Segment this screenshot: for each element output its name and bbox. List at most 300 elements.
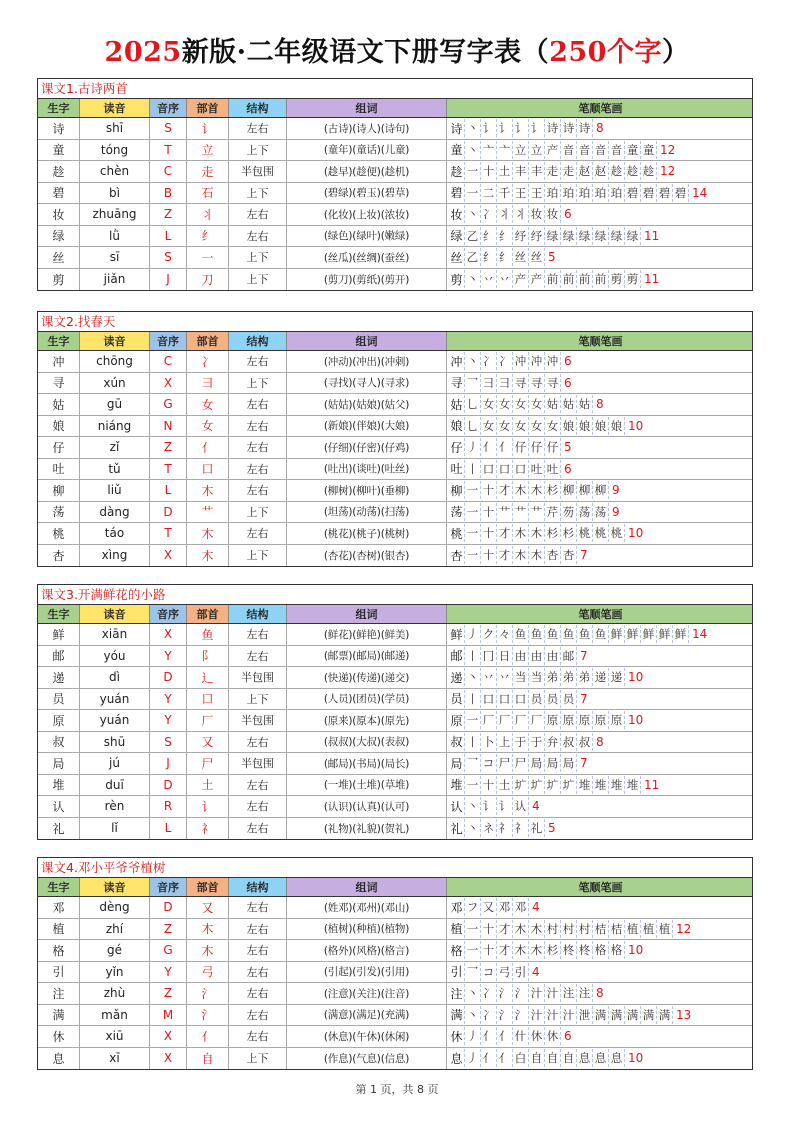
- pinyin-cell: rèn: [80, 796, 150, 817]
- stroke-step: 冲: [449, 352, 465, 370]
- radical-cell: 木: [187, 523, 229, 544]
- words-cell: (趁早)(趁便)(趁机): [287, 161, 447, 182]
- radical-cell: 木: [187, 545, 229, 567]
- stroke-step: 日: [497, 647, 513, 665]
- stroke-step: 趁: [449, 162, 465, 180]
- character-cell: 礼: [38, 818, 80, 840]
- order-cell: R: [150, 796, 187, 817]
- radical-cell: 一: [187, 247, 229, 268]
- stroke-step: コ: [481, 963, 497, 981]
- header-pinyin: 读音: [80, 99, 150, 117]
- stroke-step: 柳: [577, 481, 593, 499]
- stroke-step: 千: [497, 184, 513, 202]
- pinyin-cell: dàng: [80, 502, 150, 523]
- stroke-sequence: [449, 983, 604, 1004]
- stroke-step: 妆: [529, 205, 545, 223]
- stroke-sequence: [449, 1026, 572, 1047]
- table-row: [38, 161, 752, 183]
- pinyin-cell: sī: [80, 247, 150, 268]
- table-header: [38, 605, 752, 624]
- stroke-step: 讠: [481, 119, 497, 137]
- stroke-step: 村: [561, 920, 577, 938]
- stroke-step: 息: [593, 1049, 609, 1067]
- stroke-order-cell: [447, 753, 752, 774]
- words-cell: (植树)(种植)(植物): [287, 919, 447, 940]
- stroke-step: 当: [513, 668, 529, 686]
- words-cell: (叔叔)(大叔)(表叔): [287, 732, 447, 753]
- stroke-sequence: [449, 646, 588, 667]
- stroke-step: 前: [545, 270, 561, 288]
- stroke-step: 绿: [625, 227, 641, 245]
- stroke-count: 10: [628, 670, 644, 685]
- structure-cell: 左右: [229, 1026, 287, 1047]
- stroke-count: 4: [532, 900, 540, 915]
- table-row: [38, 732, 752, 754]
- stroke-step: 冫: [481, 205, 497, 223]
- stroke-count: 7: [580, 756, 588, 771]
- stroke-step: 彐: [497, 374, 513, 392]
- words-cell: (新娘)(伴娘)(大娘): [287, 416, 447, 437]
- stroke-step: 冂: [481, 647, 497, 665]
- stroke-step: 产: [513, 270, 529, 288]
- pinyin-cell: duī: [80, 775, 150, 796]
- order-cell: B: [150, 183, 187, 204]
- words-cell: (姑姑)(姑娘)(姑父): [287, 394, 447, 415]
- words-cell: (原来)(原本)(原先): [287, 710, 447, 731]
- header-structure: 结构: [229, 332, 287, 350]
- stroke-sequence: [449, 269, 659, 291]
- words-cell: (满意)(满足)(充满): [287, 1005, 447, 1026]
- words-cell: (杏花)(杏树)(银杏): [287, 545, 447, 567]
- pinyin-cell: lǐ: [80, 818, 150, 840]
- stroke-count: 8: [596, 397, 604, 412]
- lesson-table: [37, 311, 753, 567]
- radical-cell: 艹: [187, 502, 229, 523]
- stroke-step: 讠: [497, 797, 513, 815]
- table-row: [38, 667, 752, 689]
- radical-cell: 女: [187, 416, 229, 437]
- stroke-step: 鲜: [625, 625, 641, 643]
- words-cell: (碧绿)(碧玉)(碧草): [287, 183, 447, 204]
- stroke-count: 7: [580, 691, 588, 706]
- stroke-sequence: [449, 502, 620, 523]
- lesson-table: [37, 857, 753, 1070]
- stroke-step: 才: [497, 481, 513, 499]
- header-char: 生字: [38, 99, 80, 117]
- pinyin-cell: chèn: [80, 161, 150, 182]
- header-char: 生字: [38, 332, 80, 350]
- stroke-step: 弟: [545, 668, 561, 686]
- table-header: [38, 99, 752, 118]
- table-row: [38, 689, 752, 711]
- stroke-step: 杏: [561, 546, 577, 564]
- stroke-step: 碧: [449, 184, 465, 202]
- stroke-step: 由: [513, 647, 529, 665]
- stroke-step: 原: [545, 711, 561, 729]
- stroke-step: 村: [577, 920, 593, 938]
- header-strokes: 笔顺笔画: [447, 99, 752, 117]
- order-cell: S: [150, 247, 187, 268]
- stroke-step: 息: [577, 1049, 593, 1067]
- stroke-step: 堆: [449, 776, 465, 794]
- table-row: [38, 140, 752, 162]
- stroke-step: 礼: [449, 819, 465, 837]
- radical-cell: 土: [187, 775, 229, 796]
- stroke-step: 亻: [481, 438, 497, 456]
- stroke-sequence: [449, 962, 540, 983]
- stroke-step: 汁: [545, 984, 561, 1002]
- stroke-sequence: [449, 1048, 643, 1070]
- character-cell: 妆: [38, 204, 80, 225]
- title-middle: 新版·二年级语文下册写字表（: [181, 37, 550, 68]
- stroke-sequence: [449, 351, 572, 372]
- structure-cell: 上下: [229, 183, 287, 204]
- stroke-step: 满: [609, 1006, 625, 1024]
- stroke-step: 走: [561, 162, 577, 180]
- order-cell: Y: [150, 710, 187, 731]
- stroke-step: 丨: [465, 647, 481, 665]
- stroke-step: 珀: [545, 184, 561, 202]
- words-cell: (丝瓜)(丝绸)(蚕丝): [287, 247, 447, 268]
- character-cell: 绿: [38, 226, 80, 247]
- radical-cell: 讠: [187, 796, 229, 817]
- pinyin-cell: jú: [80, 753, 150, 774]
- stroke-step: 丝: [513, 248, 529, 266]
- radical-cell: 厂: [187, 710, 229, 731]
- header-words: 组词: [287, 605, 447, 623]
- stroke-order-cell: [447, 775, 752, 796]
- header-order: 音序: [150, 605, 187, 623]
- header-strokes: 笔顺笔画: [447, 332, 752, 350]
- character-cell: 递: [38, 667, 80, 688]
- structure-cell: 左右: [229, 940, 287, 961]
- stroke-step: 弟: [561, 668, 577, 686]
- stroke-step: 丰: [513, 162, 529, 180]
- stroke-step: フ: [465, 898, 481, 916]
- structure-cell: 半包围: [229, 753, 287, 774]
- pinyin-cell: lǜ: [80, 226, 150, 247]
- stroke-step: 寻: [449, 374, 465, 392]
- stroke-step: 口: [513, 460, 529, 478]
- stroke-step: 杏: [449, 546, 465, 564]
- structure-cell: 左右: [229, 394, 287, 415]
- stroke-count: 8: [596, 986, 604, 1001]
- radical-cell: 口: [187, 459, 229, 480]
- stroke-step: 冲: [513, 352, 529, 370]
- words-cell: (童年)(童话)(儿童): [287, 140, 447, 161]
- order-cell: D: [150, 775, 187, 796]
- stroke-step: 前: [577, 270, 593, 288]
- stroke-step: 娘: [609, 417, 625, 435]
- stroke-count: 10: [628, 526, 644, 541]
- stroke-order-cell: [447, 624, 752, 645]
- stroke-step: 厂: [497, 711, 513, 729]
- stroke-step: 满: [657, 1006, 673, 1024]
- stroke-step: 丿: [465, 625, 481, 643]
- stroke-order-cell: [447, 962, 752, 983]
- lesson-table: [37, 78, 753, 291]
- structure-cell: 左右: [229, 118, 287, 139]
- stroke-step: 木: [513, 941, 529, 959]
- header-radical: 部首: [187, 332, 229, 350]
- stroke-step: 艹: [513, 503, 529, 521]
- stroke-step: 汁: [545, 1006, 561, 1024]
- stroke-step: 白: [513, 1049, 529, 1067]
- stroke-step: 一: [465, 162, 481, 180]
- structure-cell: 左右: [229, 897, 287, 918]
- stroke-step: 赵: [593, 162, 609, 180]
- stroke-step: 休: [449, 1027, 465, 1045]
- stroke-step: 童: [641, 141, 657, 159]
- stroke-step: 鲜: [657, 625, 673, 643]
- stroke-step: 邓: [449, 898, 465, 916]
- stroke-step: 泄: [577, 1006, 593, 1024]
- radical-cell: 自: [187, 1048, 229, 1070]
- stroke-step: 鲜: [449, 625, 465, 643]
- stroke-step: 妆: [449, 205, 465, 223]
- stroke-step: 亠: [481, 141, 497, 159]
- structure-cell: 左右: [229, 1005, 287, 1026]
- structure-cell: 左右: [229, 351, 287, 372]
- structure-cell: 半包围: [229, 161, 287, 182]
- stroke-step: 荡: [449, 503, 465, 521]
- stroke-sequence: [449, 1005, 691, 1026]
- table-row: [38, 416, 752, 438]
- pinyin-cell: niáng: [80, 416, 150, 437]
- pinyin-cell: táo: [80, 523, 150, 544]
- stroke-order-cell: [447, 897, 752, 918]
- stroke-step: 丬: [513, 205, 529, 223]
- stroke-count: 7: [580, 648, 588, 663]
- stroke-step: 木: [529, 481, 545, 499]
- stroke-step: 杉: [545, 941, 561, 959]
- order-cell: S: [150, 118, 187, 139]
- stroke-step: 丶: [465, 205, 481, 223]
- pinyin-cell: xiū: [80, 1026, 150, 1047]
- stroke-step: 诗: [449, 119, 465, 137]
- stroke-count: 10: [628, 713, 644, 728]
- header-strokes: 笔顺笔画: [447, 878, 752, 896]
- order-cell: X: [150, 373, 187, 394]
- table-row: [38, 183, 752, 205]
- structure-cell: 左右: [229, 523, 287, 544]
- table-row: [38, 502, 752, 524]
- stroke-step: 十: [481, 941, 497, 959]
- stroke-step: 乛: [465, 754, 481, 772]
- stroke-order-cell: [447, 269, 752, 291]
- character-cell: 杏: [38, 545, 80, 567]
- structure-cell: 上下: [229, 269, 287, 291]
- stroke-step: 汁: [561, 1006, 577, 1024]
- pinyin-cell: xiān: [80, 624, 150, 645]
- stroke-count: 4: [532, 964, 540, 979]
- stroke-step: 十: [481, 546, 497, 564]
- character-cell: 植: [38, 919, 80, 940]
- stroke-step: 亻: [481, 1049, 497, 1067]
- character-cell: 引: [38, 962, 80, 983]
- radical-cell: 彐: [187, 373, 229, 394]
- radical-cell: 口: [187, 689, 229, 710]
- stroke-step: 绿: [561, 227, 577, 245]
- character-cell: 员: [38, 689, 80, 710]
- stroke-count: 11: [644, 228, 660, 243]
- stroke-step: 植: [641, 920, 657, 938]
- pinyin-cell: gé: [80, 940, 150, 961]
- order-cell: L: [150, 226, 187, 247]
- stroke-step: 丷: [497, 270, 513, 288]
- title-count: 250个字: [549, 37, 662, 68]
- stroke-step: 妆: [545, 205, 561, 223]
- stroke-sequence: [449, 226, 659, 247]
- structure-cell: 左右: [229, 480, 287, 501]
- stroke-order-cell: [447, 646, 752, 667]
- stroke-step: 认: [513, 797, 529, 815]
- stroke-step: 邮: [561, 647, 577, 665]
- stroke-step: 鱼: [561, 625, 577, 643]
- stroke-step: 女: [545, 417, 561, 435]
- order-cell: C: [150, 351, 187, 372]
- stroke-step: 递: [609, 668, 625, 686]
- radical-cell: 氵: [187, 1005, 229, 1026]
- stroke-order-cell: [447, 983, 752, 1004]
- radical-cell: 立: [187, 140, 229, 161]
- radical-cell: 木: [187, 919, 229, 940]
- stroke-step: 桃: [609, 524, 625, 542]
- stroke-step: 木: [529, 546, 545, 564]
- stroke-step: 柊: [561, 941, 577, 959]
- structure-cell: 左右: [229, 624, 287, 645]
- stroke-sequence: [449, 818, 556, 840]
- stroke-step: 木: [513, 546, 529, 564]
- stroke-step: 递: [449, 668, 465, 686]
- table-row: [38, 204, 752, 226]
- stroke-step: 格: [609, 941, 625, 959]
- stroke-step: 自: [529, 1049, 545, 1067]
- stroke-step: 植: [449, 920, 465, 938]
- header-char: 生字: [38, 605, 80, 623]
- stroke-step: 局: [529, 754, 545, 772]
- words-cell: (认识)(认真)(认可): [287, 796, 447, 817]
- order-cell: T: [150, 459, 187, 480]
- stroke-step: 乛: [465, 963, 481, 981]
- stroke-step: 丿: [465, 438, 481, 456]
- stroke-step: 鱼: [513, 625, 529, 643]
- order-cell: Z: [150, 204, 187, 225]
- stroke-step: 尸: [497, 754, 513, 772]
- stroke-step: 圹: [561, 776, 577, 794]
- pinyin-cell: zǐ: [80, 437, 150, 458]
- radical-cell: 阝: [187, 646, 229, 667]
- stroke-step: 息: [609, 1049, 625, 1067]
- stroke-step: 童: [449, 141, 465, 159]
- stroke-sequence: [449, 545, 588, 567]
- stroke-count: 7: [580, 548, 588, 563]
- stroke-step: 珀: [609, 184, 625, 202]
- stroke-step: 绿: [609, 227, 625, 245]
- stroke-count: 6: [564, 375, 572, 390]
- stroke-order-cell: [447, 183, 752, 204]
- stroke-order-cell: [447, 732, 752, 753]
- stroke-count: 8: [596, 734, 604, 749]
- character-cell: 叔: [38, 732, 80, 753]
- stroke-step: 剪: [609, 270, 625, 288]
- table-row: [38, 818, 752, 840]
- stroke-step: 碧: [625, 184, 641, 202]
- pinyin-cell: zhí: [80, 919, 150, 940]
- stroke-step: 满: [641, 1006, 657, 1024]
- character-cell: 桃: [38, 523, 80, 544]
- pinyin-cell: yuán: [80, 689, 150, 710]
- table-row: [38, 710, 752, 732]
- stroke-step: 杉: [561, 524, 577, 542]
- words-cell: (鲜花)(鲜艳)(鲜美): [287, 624, 447, 645]
- stroke-step: 才: [497, 524, 513, 542]
- stroke-step: 寻: [529, 374, 545, 392]
- stroke-step: 女: [513, 395, 529, 413]
- stroke-step: 冫: [481, 352, 497, 370]
- stroke-step: 递: [593, 668, 609, 686]
- stroke-step: 女: [497, 395, 513, 413]
- header-words: 组词: [287, 99, 447, 117]
- stroke-count: 14: [692, 627, 708, 642]
- structure-cell: 左右: [229, 226, 287, 247]
- stroke-step: 立: [529, 141, 545, 159]
- radical-cell: 讠: [187, 118, 229, 139]
- stroke-step: 冲: [545, 352, 561, 370]
- stroke-sequence: [449, 624, 707, 645]
- structure-cell: 左右: [229, 646, 287, 667]
- character-cell: 冲: [38, 351, 80, 372]
- order-cell: Y: [150, 646, 187, 667]
- stroke-step: 珀: [593, 184, 609, 202]
- stroke-step: 剪: [449, 270, 465, 288]
- pinyin-cell: gū: [80, 394, 150, 415]
- stroke-step: 仔: [529, 438, 545, 456]
- stroke-sequence: [449, 373, 572, 394]
- order-cell: L: [150, 818, 187, 840]
- stroke-step: 杏: [545, 546, 561, 564]
- stroke-step: 原: [593, 711, 609, 729]
- stroke-step: 女: [497, 417, 513, 435]
- stroke-sequence: [449, 118, 604, 139]
- order-cell: S: [150, 732, 187, 753]
- stroke-step: 桃: [577, 524, 593, 542]
- lesson-table: [37, 584, 753, 840]
- stroke-count: 9: [612, 483, 620, 498]
- stroke-step: 童: [625, 141, 641, 159]
- stroke-step: 土: [497, 776, 513, 794]
- stroke-step: 桔: [609, 920, 625, 938]
- header-order: 音序: [150, 332, 187, 350]
- stroke-step: 丶: [465, 141, 481, 159]
- pinyin-cell: zhù: [80, 983, 150, 1004]
- stroke-step: 一: [465, 524, 481, 542]
- stroke-step: 丨: [465, 733, 481, 751]
- order-cell: J: [150, 753, 187, 774]
- stroke-step: 冫: [497, 352, 513, 370]
- character-cell: 原: [38, 710, 80, 731]
- stroke-sequence: [449, 775, 659, 796]
- structure-cell: 上下: [229, 502, 287, 523]
- stroke-step: 口: [513, 690, 529, 708]
- stroke-step: 杉: [545, 481, 561, 499]
- stroke-step: 柳: [593, 481, 609, 499]
- stroke-step: 珀: [561, 184, 577, 202]
- radical-cell: 又: [187, 732, 229, 753]
- stroke-step: 丶: [465, 352, 481, 370]
- structure-cell: 左右: [229, 732, 287, 753]
- order-cell: L: [150, 480, 187, 501]
